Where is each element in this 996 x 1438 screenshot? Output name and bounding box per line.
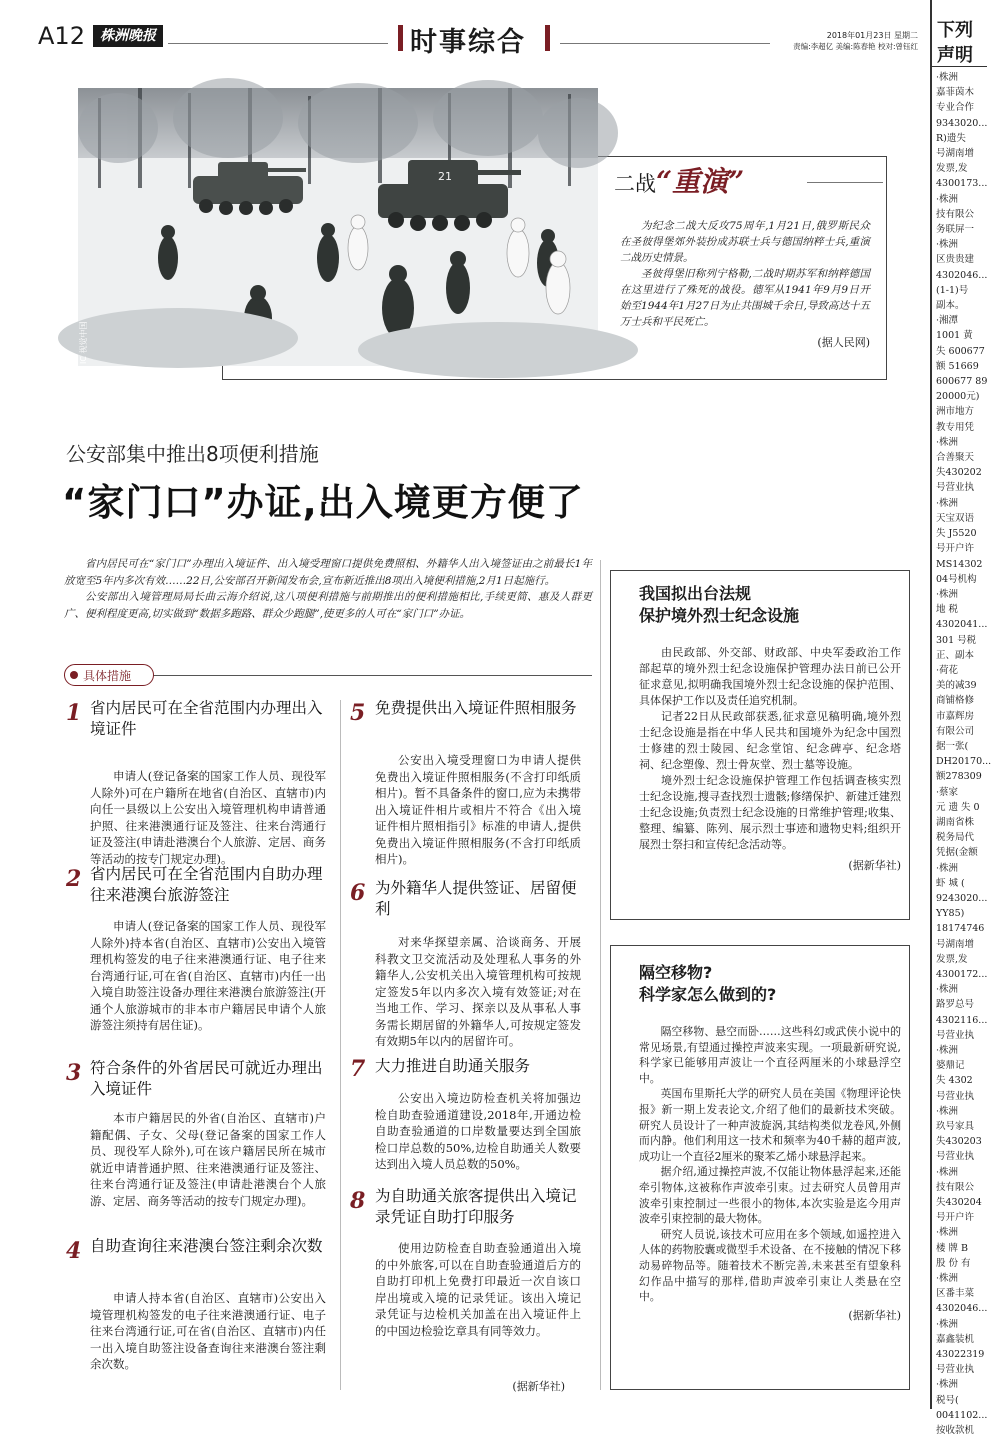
edge-notice-line: 正、副本 [936, 649, 975, 661]
edge-notice-line: 号营业执 [936, 1090, 975, 1102]
edge-notice-line: 发票,发 [936, 953, 968, 965]
measure-number-2: 2 [66, 866, 82, 892]
edge-notice-line: 有限公司 [936, 725, 975, 737]
edge-notice-line: 4302041... [936, 619, 988, 631]
measure-title-4: 自助查询往来港澳台签注剩余次数 [90, 1237, 323, 1255]
edge-notice-line: 9243020... [936, 892, 988, 904]
measure-number-5: 5 [350, 700, 366, 726]
edge-notice-line: 技有限公 [936, 208, 975, 220]
edge-notice-line: 号湖南增 [936, 148, 975, 160]
edge-notice-line: YY85) [936, 908, 965, 920]
edge-notice-line: 婆鼎记 [936, 1060, 965, 1072]
masthead [0, 0, 932, 64]
measure-title-7: 大力推进自助通关服务 [375, 1057, 531, 1075]
edge-notice-line: ·株洲 [936, 239, 959, 251]
edge-notice-line: ·株洲 [936, 984, 959, 996]
edge-notice-line: ·株洲 [936, 436, 959, 448]
photo-headline-rule [807, 182, 883, 183]
edge-notice-line: 失430202 [936, 467, 982, 479]
main-headline: “家门口”办证,出入境更方便了 [62, 481, 584, 524]
measure-body-4: 申请人持本省(自治区、直辖市)公安出入境管理机构签发的电子往来港澳通行证、电子往来台湾通行证,可在省(自治区、直辖市)内任一出入境自助签注设备查询往来港澳台签注剩余次数。 [90, 1291, 326, 1371]
edge-notice-list [936, 70, 996, 1438]
measure-number-1: 1 [66, 700, 82, 726]
edge-notice-line: 据一张( [936, 740, 969, 752]
martyrs-para-2: 记者22日从民政部获悉,征求意见稿明确,境外烈士纪念设施是指在中华人民共和国境外为纪念中国烈士修建的烈士陵园、纪念堂馆、纪念碑亭、纪念塔祠、纪念塑像、烈士骨灰堂、烈士墓等设施。 [639, 710, 901, 771]
masthead-rule-left [168, 43, 388, 44]
lead-para-1: 省内居民可在“家门口”办理出入境证件、出入境受理窗口提供免费照相、外籍华人出入境签证由之前最长1年放宽至5年内多次有效……22日,公安部召开新闻发布会,宣布新近推出8项出入境便利措施,2月1日起施行。 [64, 558, 592, 587]
edge-notice-line: 专业合作 [936, 102, 975, 114]
edge-notice-line: 教专用凭 [936, 421, 975, 433]
edge-notice-line: DH20170... [936, 756, 992, 768]
section-title: 时事综合 [410, 27, 526, 58]
edge-notice-line: 副本。 [936, 300, 965, 312]
levitation-para-4: 研究人员说,该技术可应用在多个领域,如遥控进入人体的药物胶囊或微型手术设备、在不接触的情况下移动易碎物品等。随着技术不断完善,未来甚至有望象科幻作品中描写的那样,借助声波牵引束让人类悬在空中。 [639, 1227, 901, 1304]
edge-notice-line: 失 4302 [936, 1075, 973, 1087]
paper-logo: 株洲晚报 [93, 25, 163, 47]
photo-source: (据人民网) [817, 336, 870, 349]
edge-notice-line: MS14302 [936, 558, 983, 570]
war-reenactment-photo [78, 88, 598, 366]
edge-notice-line: 20000元) [936, 391, 980, 403]
edge-notice-line: 务联屏一 [936, 224, 975, 236]
section-bar-right [545, 25, 550, 51]
levitation-source: (据新华社) [848, 1308, 901, 1322]
martyrs-source: (据新华社) [848, 859, 901, 872]
photo-caption-para-2: 圣彼得堡旧称列宁格勒,二战时期苏军和纳粹德国在这里进行了殊死的战役。德军从1941年9月9日开始至1944年1月27日为止共围城千余日,导致高达十五万士兵和平民死亡。 [620, 268, 870, 328]
edge-notice-line: 玖号家具 [936, 1121, 975, 1133]
edge-notice-line: 失430204 [936, 1197, 982, 1209]
edge-notice-line: ·株洲 [936, 1273, 959, 1285]
photo-headline-quote: “重演” [656, 165, 745, 198]
edge-notice-line: 号开户许 [936, 543, 975, 555]
edge-notice-line: ·蔡家 [936, 786, 959, 798]
lead-para-2: 公安部出入境管理局局长曲云海介绍说,这八项便利措施与前期推出的便利措施相比,手续更简、惠及人群更广、便利程度更高,切实做到“数据多跑路、群众少跑腿”,使更多的人可在“家门口”办证。 [64, 591, 592, 620]
edge-notice-line: 股 份 有 [936, 1257, 971, 1269]
edge-notice-line: 凭据(金额 [936, 847, 978, 859]
edge-notice-line: 按收款机 [936, 1425, 975, 1437]
edge-notice-line: 路罗总号 [936, 999, 975, 1011]
measure-title-5: 免费提供出入境证件照相服务 [375, 699, 577, 717]
martyrs-headline-1: 我国拟出台法规 [639, 584, 752, 603]
edge-notice-line: ·株洲 [936, 588, 959, 600]
measure-title-1: 省内居民可在全省范围内办理出入境证件 [90, 699, 323, 738]
edge-notice-line: ·株洲 [936, 72, 959, 83]
edge-notice-line: 虾 城 ( [936, 877, 965, 889]
edge-notice-line: ·株洲 [936, 1318, 959, 1330]
edge-notice-line: ·株洲 [936, 1379, 959, 1391]
measure-body-7: 公安出入境边防检查机关将加强边检自助查验通道建设,2018年,开通边检自助查验通道的口岸数量要达到全国旅检口岸总数的50%,边检自助通关人数要达到出入境人员总数的50%。 [375, 1091, 581, 1171]
levitation-para-2: 英国布里斯托大学的研究人员在美国《物理评论快报》新一期上发表论文,介绍了他们的最新技术突破。研究人员设计了一种声波旋涡,其结构类似龙卷风,外侧而内静。他们利用这一技术和频率为40千赫的超声波,成功让一个直径2厘米的聚苯乙烯小球悬浮起来。 [639, 1087, 901, 1163]
levitation-story [610, 945, 910, 1390]
martyrs-headline-2: 保护境外烈士纪念设施 [639, 606, 800, 625]
edge-notice-line: (1-1)号 [936, 284, 969, 296]
edge-notice-line: ·株洲 [936, 193, 959, 205]
edge-notice-line: ·株洲 [936, 1166, 959, 1178]
edge-notice-line: 号营业执 [936, 1151, 975, 1163]
martyrs-story [610, 570, 910, 920]
measure-number-6: 6 [350, 880, 366, 906]
edge-notice-line: 天宝双语 [936, 512, 975, 524]
edge-title-2: 声明 [937, 45, 973, 66]
measure-number-8: 8 [350, 1188, 366, 1214]
measures-tag-label: 具体措施 [83, 669, 132, 683]
masthead-rule-right [560, 43, 770, 44]
edge-notice-line: 美的减39 [936, 680, 977, 692]
edge-notice-line: 4302116... [936, 1014, 988, 1026]
edge-notice-line: 1001 黄 [936, 330, 973, 342]
edge-notice-line: 失 J5520 [936, 528, 977, 540]
edge-notice-line: 失 600677 [936, 345, 985, 357]
edge-notice-line: ·株洲 [936, 862, 959, 874]
edge-notice-line: 商铺格修 [936, 695, 975, 707]
tank-number: 21 [438, 170, 452, 183]
section-bar-left [398, 25, 403, 51]
edge-notice-line: ·湘潭 [936, 315, 959, 327]
martyrs-para-3: 境外烈士纪念设施保护管理工作包括调查核实烈士纪念设施,搜寻查找烈士遗骸;修缮保护、新建迁建烈士纪念设施;负责烈士纪念设施的日常维护管理;收集、整理、编纂、陈列、展示烈士事迹和遗物史料;组织开展烈士祭扫和宣传纪念活动等。 [639, 774, 901, 851]
measure-title-8: 为自助通关旅客提供出入境记录凭证自助打印服务 [375, 1187, 577, 1226]
measure-title-2: 省内居民可在全省范围内自助办理往来港澳台旅游签注 [90, 865, 323, 904]
edge-notice-line: R)遗失 [936, 132, 966, 144]
photo-caption-para-1: 为纪念二战大反攻75周年,1月21日,俄罗斯民众在圣彼得堡郊外装扮成苏联士兵与德国纳粹士兵,重演二战历史情景。 [620, 220, 870, 264]
photo-watermark: IC 视觉中国 [79, 321, 88, 364]
edge-notice-line: 嘉鑫装机 [936, 1333, 975, 1345]
main-kicker: 公安部集中推出8项便利措施 [66, 442, 319, 466]
main-lead [64, 556, 592, 622]
edge-notice-line: ·荷花 [936, 664, 959, 676]
edge-notice-line: 301 号税 [936, 634, 977, 646]
edge-notice-line: 嘉菲茵木 [936, 87, 975, 99]
edge-notice-line: 合善聚天 [936, 452, 975, 464]
edge-notice-line: 区番丰菜 [936, 1288, 975, 1300]
edge-notice-line: 元 遗 失 0 [936, 801, 980, 813]
edge-notice-line: 4300172... [936, 968, 988, 980]
edge-notice-line: 4302046... [936, 269, 988, 281]
edge-notice-line: 市嘉辉房 [936, 710, 975, 722]
photo-caption [602, 160, 884, 350]
edge-notice-line: 9343020... [936, 117, 988, 129]
measure-number-4: 4 [66, 1238, 82, 1264]
page-number: A12 [38, 22, 85, 50]
edge-notice-line: 4300173... [936, 178, 988, 190]
date-line: 2018年01月23日 星期二 [826, 31, 918, 40]
edge-column [930, 0, 992, 1437]
edge-notice-line: 楼 牌 B [936, 1242, 969, 1254]
measures-divider [340, 700, 341, 1390]
photo-headline [602, 160, 884, 206]
edge-notice-line: ·株洲 [936, 1227, 959, 1239]
editors-line: 责编:李超亿 美编:陈春艳 校对:曾钰红 [793, 42, 918, 51]
measure-body-6: 对来华探望亲属、洽谈商务、开展科教文卫交流活动及处理私人事务的外籍华人,公安机关出入境管理机构可按规定签发5年以内多次入境有效签证;对在当地工作、学习、探亲以及从事私人事务需长期居留的外籍华人,可按规定签发有效期5年以内的居留许可。 [375, 935, 581, 1048]
edge-title-1: 下列 [937, 20, 973, 41]
edge-notice-line: 4302046... [936, 1303, 988, 1315]
edge-notice-line: 区贵贵建 [936, 254, 975, 266]
edge-notice-line: 洲市地方 [936, 406, 975, 418]
edge-notice-line: 号营业执 [936, 1364, 975, 1376]
edge-notice-line: 发票,发 [936, 163, 968, 175]
levitation-para-1: 隔空移物、悬空而卧……这些科幻或武侠小说中的常见场景,有望通过操控声波来实现。一项最新研究说,科学家已能够用声波让一个直径两厘米的小球悬浮空中。 [639, 1025, 901, 1085]
edge-notice-line: 43022319 [936, 1349, 985, 1361]
measure-title-6: 为外籍华人提供签证、居留便利 [375, 879, 577, 918]
measure-number-7: 7 [350, 1056, 366, 1082]
edge-notice-line: ·株洲 [936, 497, 959, 509]
edge-notice-line: ·株洲 [936, 1105, 959, 1117]
levitation-para-3: 据介绍,通过操控声波,不仅能让物体悬浮起来,还能牵引物体,这被称作声波牵引束。过去研究人员曾用声波牵引束控制过一些很小的物体,本次实验是迄今用声波牵引束控制的最大物体。 [639, 1165, 901, 1226]
edge-notice-line: 失430203 [936, 1136, 982, 1148]
levitation-headline-1: 隔空移物? [639, 963, 713, 982]
edge-notice-line: 18174746 [936, 923, 985, 935]
edge-notice-line: 号开户许 [936, 1212, 975, 1224]
edge-notice-line: 地 税 [936, 604, 959, 616]
measure-body-5: 公安出入境受理窗口为申请人提供免费出入境证件照相服务(不含打印纸质相片)。暂不具备条件的窗口,应为未携带出入境证件相片或相片不符合《出入境证件相片照相指引》标准的申请人,提供免费出入境证件照相服务(不含打印纸质相片)。 [375, 753, 581, 866]
edge-notice-line: 600677 89 [936, 376, 988, 388]
edge-notice-line: 税号( [936, 1394, 959, 1406]
edge-notice-line: 税务局代 [936, 832, 975, 844]
edge-notice-line: 额 51669 [936, 360, 979, 372]
edge-notice-line: 04号机构 [936, 573, 977, 585]
measure-body-8: 使用边防检查自助查验通道出入境的中外旅客,可以在自助查验通道后方的自助打印机上免费打印最近一次自该口岸出境或入境的记录凭证。该出入境记录凭证与边检机关加盖在出入境证件上的中国边检验讫章具有同等效力。 [375, 1241, 581, 1338]
edge-notice-line: 号营业执 [936, 482, 975, 494]
edge-notice-line: 湖南省株 [936, 816, 975, 828]
edge-notice-line: 技有限公 [936, 1181, 975, 1193]
edge-notice-line: ·株洲 [936, 1045, 959, 1056]
measures-tag [64, 664, 154, 686]
edge-notice-line: 号营业执 [936, 1029, 975, 1041]
edge-title-rule [932, 66, 987, 67]
levitation-headline-2: 科学家怎么做到的? [639, 985, 777, 1004]
photo-illustration [78, 88, 598, 366]
tag-dot [70, 671, 78, 679]
measure-body-3: 本市户籍居民的外省(自治区、直辖市)户籍配偶、子女、父母(登记备案的国家工作人员、现役军人除外),可在该户籍居民所在城市就近申请普通护照、往来港澳通行证及签注、往来台湾通行证及签注(申请赴港澳台个人旅游、定居、商务等活动的按专门规定办理)。 [90, 1111, 326, 1208]
martyrs-para-1: 由民政部、外交部、财政部、中央军委政治工作部起草的境外烈士纪念设施保护管理办法日前已公开征求意见,拟明确我国境外烈士纪念设施的保护范围、具体保护工作以及责任追究机制。 [639, 646, 901, 707]
measure-body-2: 申请人(登记备案的国家工作人员、现役军人除外)持本省(自治区、直辖市)公安出入境管理机构签发的电子往来港澳通行证、电子往来台湾通行证,可在省(自治区、直辖市)内任一出入境自助签注设备办理往来港澳台旅游签注(开通个人旅游城市的非本市户籍居民申请个人旅游签注须持有居住证)。 [90, 919, 326, 1032]
measure-body-1: 申请人(登记备案的国家工作人员、现役军人除外)可在户籍所在地省(自治区、直辖市)内向任一县级以上公安出入境管理机构申请普通护照、往来港澳通行证及签注、往来台湾通行证及签注(申请赴港澳台个人旅游、定居、商务等活动的按专门规定办理)。 [90, 769, 326, 866]
measure-title-3: 符合条件的外省居民可就近办理出入境证件 [90, 1059, 323, 1098]
edge-notice-line: 号湖南增 [936, 938, 975, 950]
edge-notice-line: 额278309 [936, 771, 982, 783]
main-source: (据新华社) [512, 1380, 565, 1393]
photo-headline-prefix: 二战 [614, 172, 656, 196]
edge-notice-line: 0041102... [936, 1409, 988, 1421]
measure-number-3: 3 [66, 1060, 82, 1086]
right-column-divider [600, 560, 601, 1390]
